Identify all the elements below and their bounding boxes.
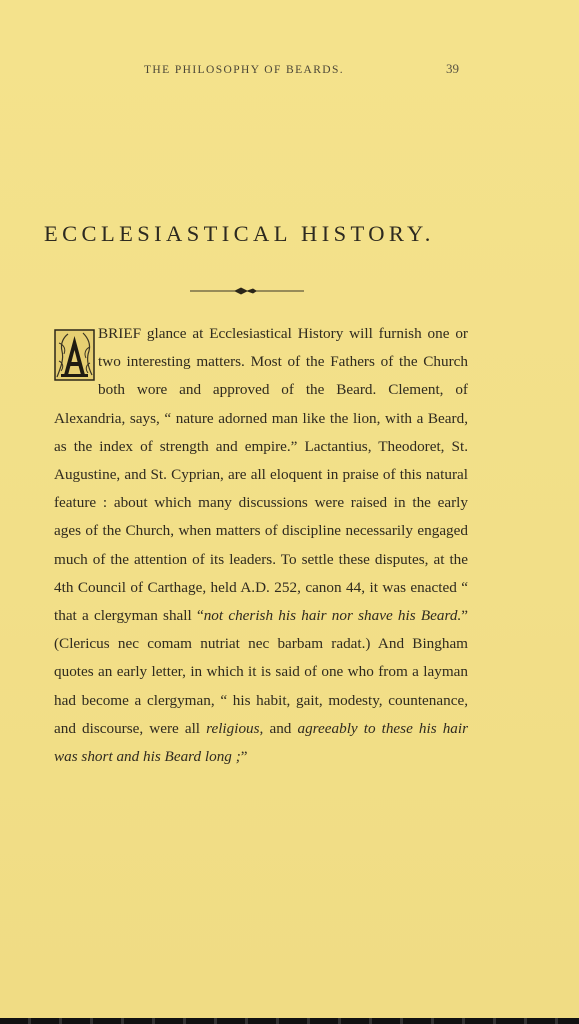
page-number: 39 — [446, 61, 459, 76]
italic-phrase: agreeably to these his hair was short and his Beard long ; — [54, 719, 469, 766]
italic-word: religious, — [206, 719, 264, 737]
paragraph-text: ” — [240, 748, 248, 766]
paragraph-text: BRIEF glance at Ecclesiastical History will furnish one or two interesting matters. Most of the Fathers of the Church both wore and approved of the Beard. Clement, of Alexandria, says, “ nature adorned man like the lion, with a Beard, as the index of strength and empire.” Lactantius, Theodoret, St. Augustine, and St. Cyprian, are all eloquent in praise of this natural feature : about which many discussions were raised in the early ages of the Church, when matters of discipline necessarily engaged much of the attention of its leaders. To settle these disputes, at the 4th Council of Carthage, held A.D. 252, canon 44, it was enacted “ that a clergyman shall “ — [54, 325, 468, 625]
paragraph-text: ” (Clericus nec comam nutriat nec barbam radat.) And Bingham quotes an early letter, in which it is said of one who from a layman had become a clergyman, “ his habit, gait, modesty, countenance, and discourse, were all — [54, 607, 468, 737]
paragraph — [54, 320, 468, 771]
page-bottom-edge — [0, 1018, 579, 1024]
running-title: THE PHILOSOPHY OF BEARDS. — [144, 64, 345, 76]
running-head — [0, 61, 579, 81]
paragraph-text: and — [269, 719, 292, 737]
chapter-title: ECCLESIASTICAL HISTORY. — [44, 221, 435, 246]
body-text — [54, 320, 468, 771]
quoted-canon-italic: not cherish his hair nor shave his Beard. — [203, 607, 462, 625]
ornament-divider-icon — [190, 286, 304, 296]
drop-cap-space — [54, 326, 98, 380]
